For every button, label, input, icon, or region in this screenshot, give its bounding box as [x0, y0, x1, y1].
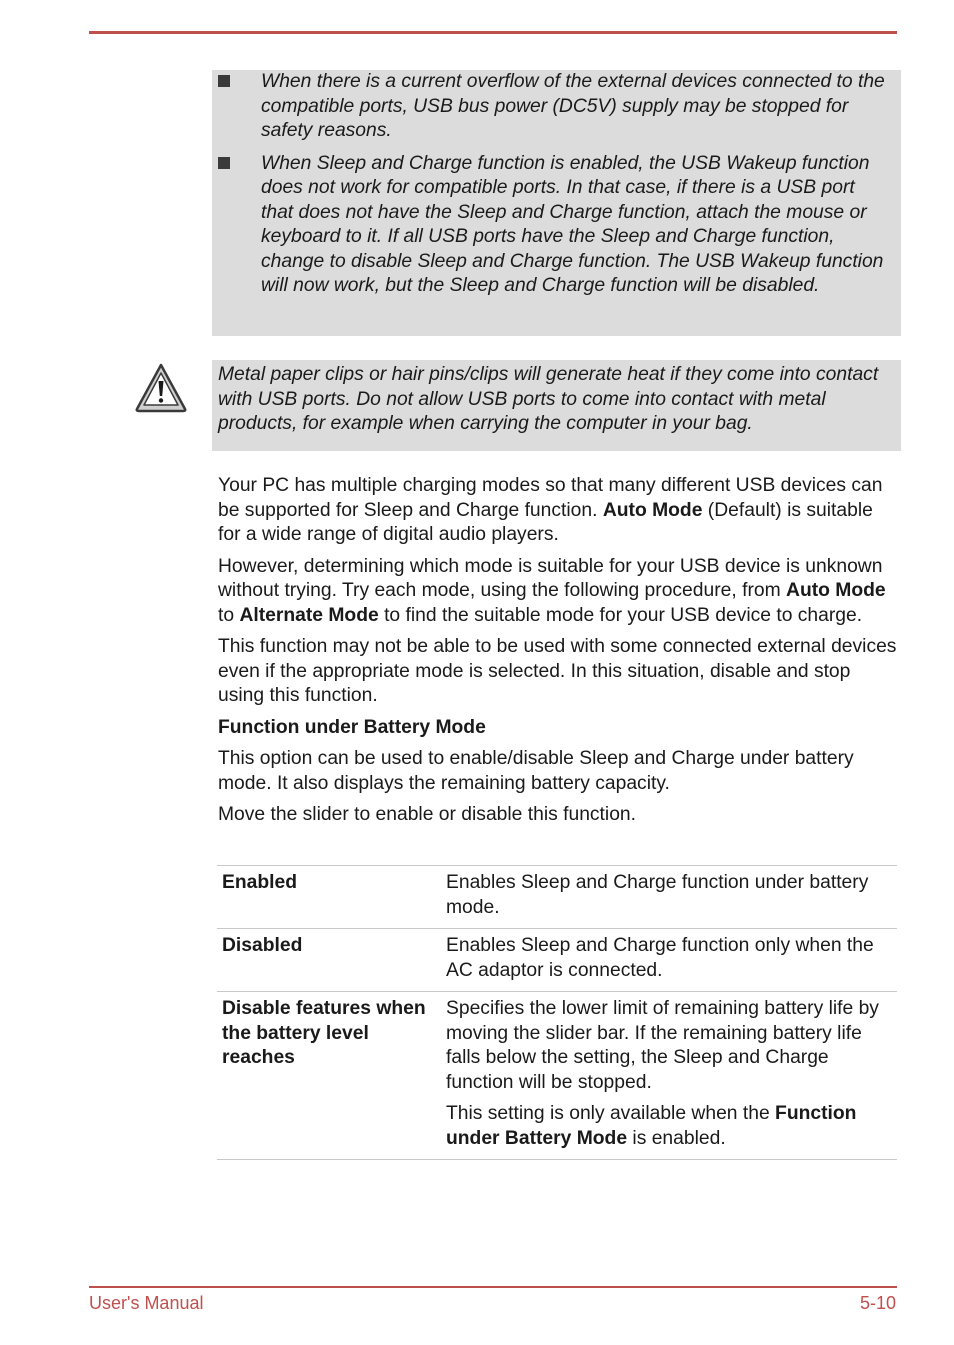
square-bullet-icon [218, 157, 230, 169]
text-run: (Default) is suitable for a wide range of digital audio players. [218, 499, 873, 545]
footer-rule [89, 1286, 897, 1288]
bold-term: Function under Battery Mode [446, 1103, 857, 1149]
table-description [441, 992, 897, 1160]
table-row [217, 929, 897, 992]
section-heading: Function under Battery Mode [218, 716, 486, 738]
settings-table [217, 865, 897, 1160]
table-description-text [446, 1102, 892, 1151]
note-box [212, 70, 901, 336]
footer-title: User's Manual [89, 1293, 204, 1313]
table-term: Enabled [217, 866, 441, 929]
table-term: Disabled [217, 929, 441, 992]
table-description: Enables Sleep and Charge function under battery mode. [441, 866, 897, 929]
caution-box [212, 360, 901, 451]
table-term: Disable features when the battery level reaches [217, 992, 441, 1160]
text-run: Your PC has multiple charging modes so that many different USB devices can be supported for Sleep and Charge function. [218, 475, 883, 521]
warning-triangle-icon [134, 362, 188, 414]
note-text: When Sleep and Charge function is enabled, the USB Wakeup function does not work for compatible ports. In that case, if there is a USB port that does not have the Sleep and Charge function, attach the mouse or keyboard to it. If all USB ports have the Sleep and Charge function, change to disable Sleep and Charge function. The USB Wakeup function will now work, but the Sleep and Charge function will be disabled. [261, 152, 884, 296]
table-row [217, 866, 897, 929]
paragraph [218, 555, 898, 629]
caution-text: Metal paper clips or hair pins/clips will generate heat if they come into contact with USB ports. Do not allow USB ports to come into contact with metal products, for example when carrying the computer in your bag. [218, 364, 879, 434]
body-text [218, 474, 898, 835]
bold-term: Auto Mode [786, 580, 886, 601]
bold-term: Auto Mode [602, 499, 703, 521]
text-run: to find the suitable mode for your USB device to charge. [378, 604, 863, 626]
table-description-text: Specifies the lower limit of remaining battery life by moving the slider bar. If the remaining battery life falls below the setting, the Sleep and Charge function will be stopped. [446, 998, 879, 1093]
paragraph: This function may not be able to be used with some connected external devices even if the appropriate mode is selected. In this situation, disable and stop using this function. [218, 636, 897, 706]
bold-term: Alternate Mode [239, 604, 379, 626]
note-item [212, 70, 889, 144]
page-number: 5-10 [859, 1293, 896, 1313]
note-text: When there is a current overflow of the external devices connected to the compatible ports, USB bus power (DC5V) supply may be stopped for safety reasons. [261, 71, 885, 141]
paragraph [218, 474, 898, 548]
text-run: is enabled. [627, 1127, 726, 1149]
text-run: However, determining which mode is suitable for your USB device is unknown without trying. Try each mode, using the following procedure, from [218, 555, 883, 601]
table-description: Enables Sleep and Charge function only when the AC adaptor is connected. [441, 929, 897, 992]
square-bullet-icon [218, 75, 230, 87]
note-list [212, 70, 889, 299]
note-item [212, 152, 889, 299]
text-run: to [218, 604, 240, 626]
paragraph: Move the slider to enable or disable this function. [218, 804, 637, 825]
header-rule [89, 31, 897, 34]
table-row [217, 992, 897, 1160]
paragraph: This option can be used to enable/disable Sleep and Charge under battery mode. It also displays the remaining battery capacity. [218, 748, 854, 794]
text-run: This setting is only available when the [446, 1103, 776, 1124]
